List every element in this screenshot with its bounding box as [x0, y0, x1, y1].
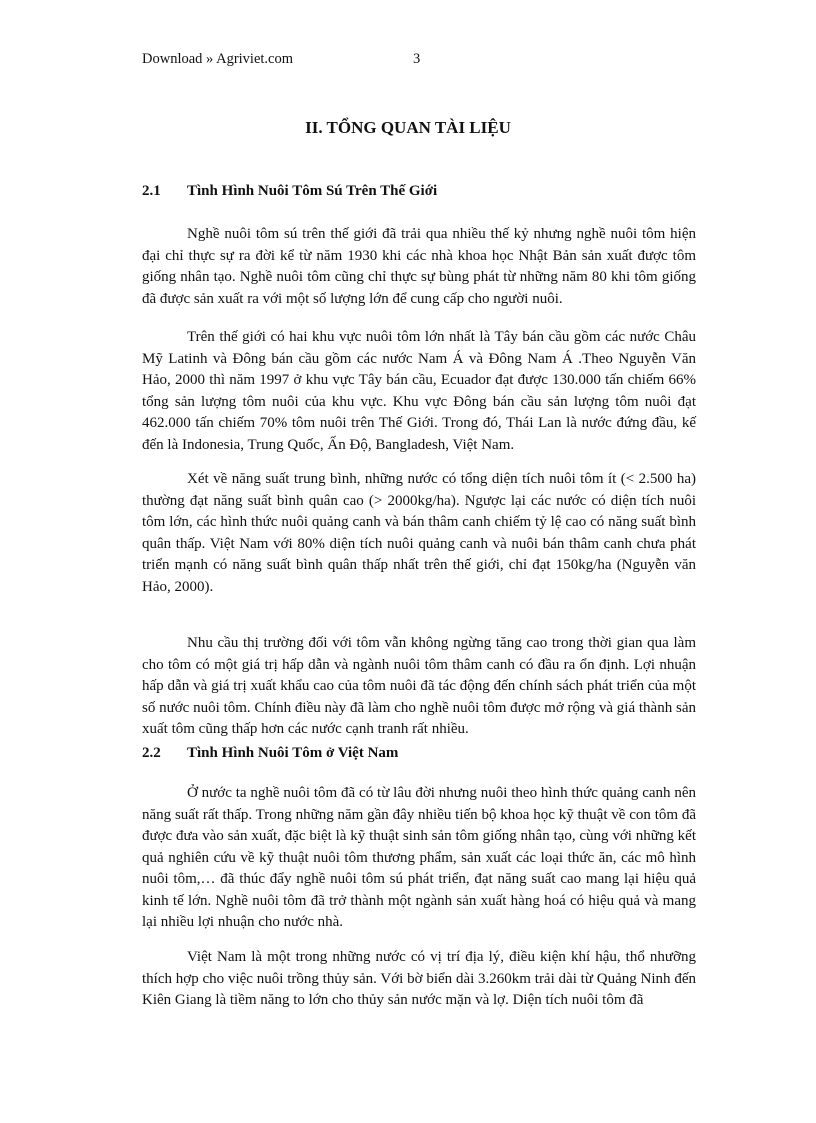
section-heading-2-1	[142, 183, 437, 200]
section-heading-2-2	[142, 745, 398, 762]
paragraph: Nghề nuôi tôm sú trên thế giới đã trải qua nhiều thế kỷ nhưng nghề nuôi tôm hiện đại chỉ thực sự ra đời kể từ năm 1930 khi các nhà khoa học Nhật Bản sản xuất được tôm giống nhân tạo. Nghề nuôi tôm cũng chỉ thực sự bùng phát từ những năm 80 khi tôm giống đã được sản xuất ra với một số lượng lớn để cung cấp cho người nuôi.	[142, 226, 696, 307]
header-source-link[interactable]: Download » Agriviet.com	[142, 51, 294, 67]
section-title: Tình Hình Nuôi Tôm Sú Trên Thế Giới	[187, 183, 438, 199]
section-number: 2.1	[142, 183, 161, 199]
section-number: 2.2	[142, 745, 161, 761]
paragraph: Việt Nam là một trong những nước có vị trí địa lý, điều kiện khí hậu, thổ nhưỡng thích hợp cho việc nuôi trồng thủy sản. Với bờ biển dài 3.260km trải dài từ Quảng Ninh đến Kiên Giang là tiềm năng to lớn cho thủy sản nước mặn và lợ. Diện tích nuôi tôm đã	[142, 949, 696, 1008]
paragraph: Nhu cầu thị trường đối với tôm vẫn không ngừng tăng cao trong thời gian qua làm cho tôm có một giá trị hấp dẫn và ngành nuôi tôm thâm canh có đầu ra ổn định. Lợi nhuận hấp dẫn và giá trị xuất khẩu cao của tôm nuôi đã tác động đến chính sách phát triển của một số nước nuôi tôm. Chính điều này đã làm cho nghề nuôi tôm được mở rộng và giá thành sản xuất tôm cũng thấp hơn các nước cạnh tranh rất nhiều.	[142, 635, 696, 737]
paragraph: Trên thế giới có hai khu vực nuôi tôm lớn nhất là Tây bán cầu gồm các nước Châu Mỹ Latinh và Đông bán cầu gồm các nước Nam Á và Đông Nam Á .Theo Nguyễn Văn Hảo, 2000 thì năm 1997 ở khu vực Tây bán cầu, Ecuador đạt được 130.000 tấn chiếm 66% tổng sản lượng tôm nuôi của khu vực. Khu vực Đông bán cầu sản lượng tôm nuôi đạt 462.000 tấn chiếm 70% tôm nuôi trên Thế Giới. Trong đó, Thái Lan là nước đứng đầu, kế đến là Indonesia, Trung Quốc, Ấn Độ, Bangladesh, Việt Nam.	[142, 329, 696, 453]
paragraph: Xét về năng suất trung bình, những nước có tổng diện tích nuôi tôm ít (< 2.500 ha) thường đạt năng suất bình quân cao (> 2000kg/ha). Ngược lại các nước có diện tích nuôi tôm lớn, các hình thức nuôi quảng canh và bán thâm canh chiếm tỷ lệ cao có năng suất bình quân thấp. Việt Nam với 80% diện tích nuôi quảng canh và nuôi bán thâm canh chưa phát triển mạnh có năng suất bình quân thấp nhất trên thế giới, chỉ đạt 150kg/ha (Nguyễn văn Hảo, 2000).	[142, 471, 696, 595]
page-number: 3	[413, 51, 421, 67]
paragraph: Ở nước ta nghề nuôi tôm đã có từ lâu đời nhưng nuôi theo hình thức quảng canh nên năng suất rất thấp. Trong những năm gần đây nhiều tiến bộ khoa học kỹ thuật về con tôm đã được đưa vào sản xuất, đặc biệt là kỹ thuật sinh sản tôm giống nhân tạo, cùng với những kết quả nghiên cứu về kỹ thuật nuôi tôm thương phẩm, sản xuất các loại thức ăn, các mô hình nuôi tôm,… đã thúc đẩy nghề nuôi tôm sú phát triển, đạt năng suất cao mang lại hiệu quả kinh tế lớn. Nghề nuôi tôm đã trở thành một ngành sản xuất hàng hoá có hiệu quả và mang lại nhiều lợi nhuận cho nước nhà.	[142, 785, 696, 930]
section-title: Tình Hình Nuôi Tôm ở Việt Nam	[187, 745, 399, 761]
chapter-title: II. TỔNG QUAN TÀI LIỆU	[305, 118, 511, 137]
